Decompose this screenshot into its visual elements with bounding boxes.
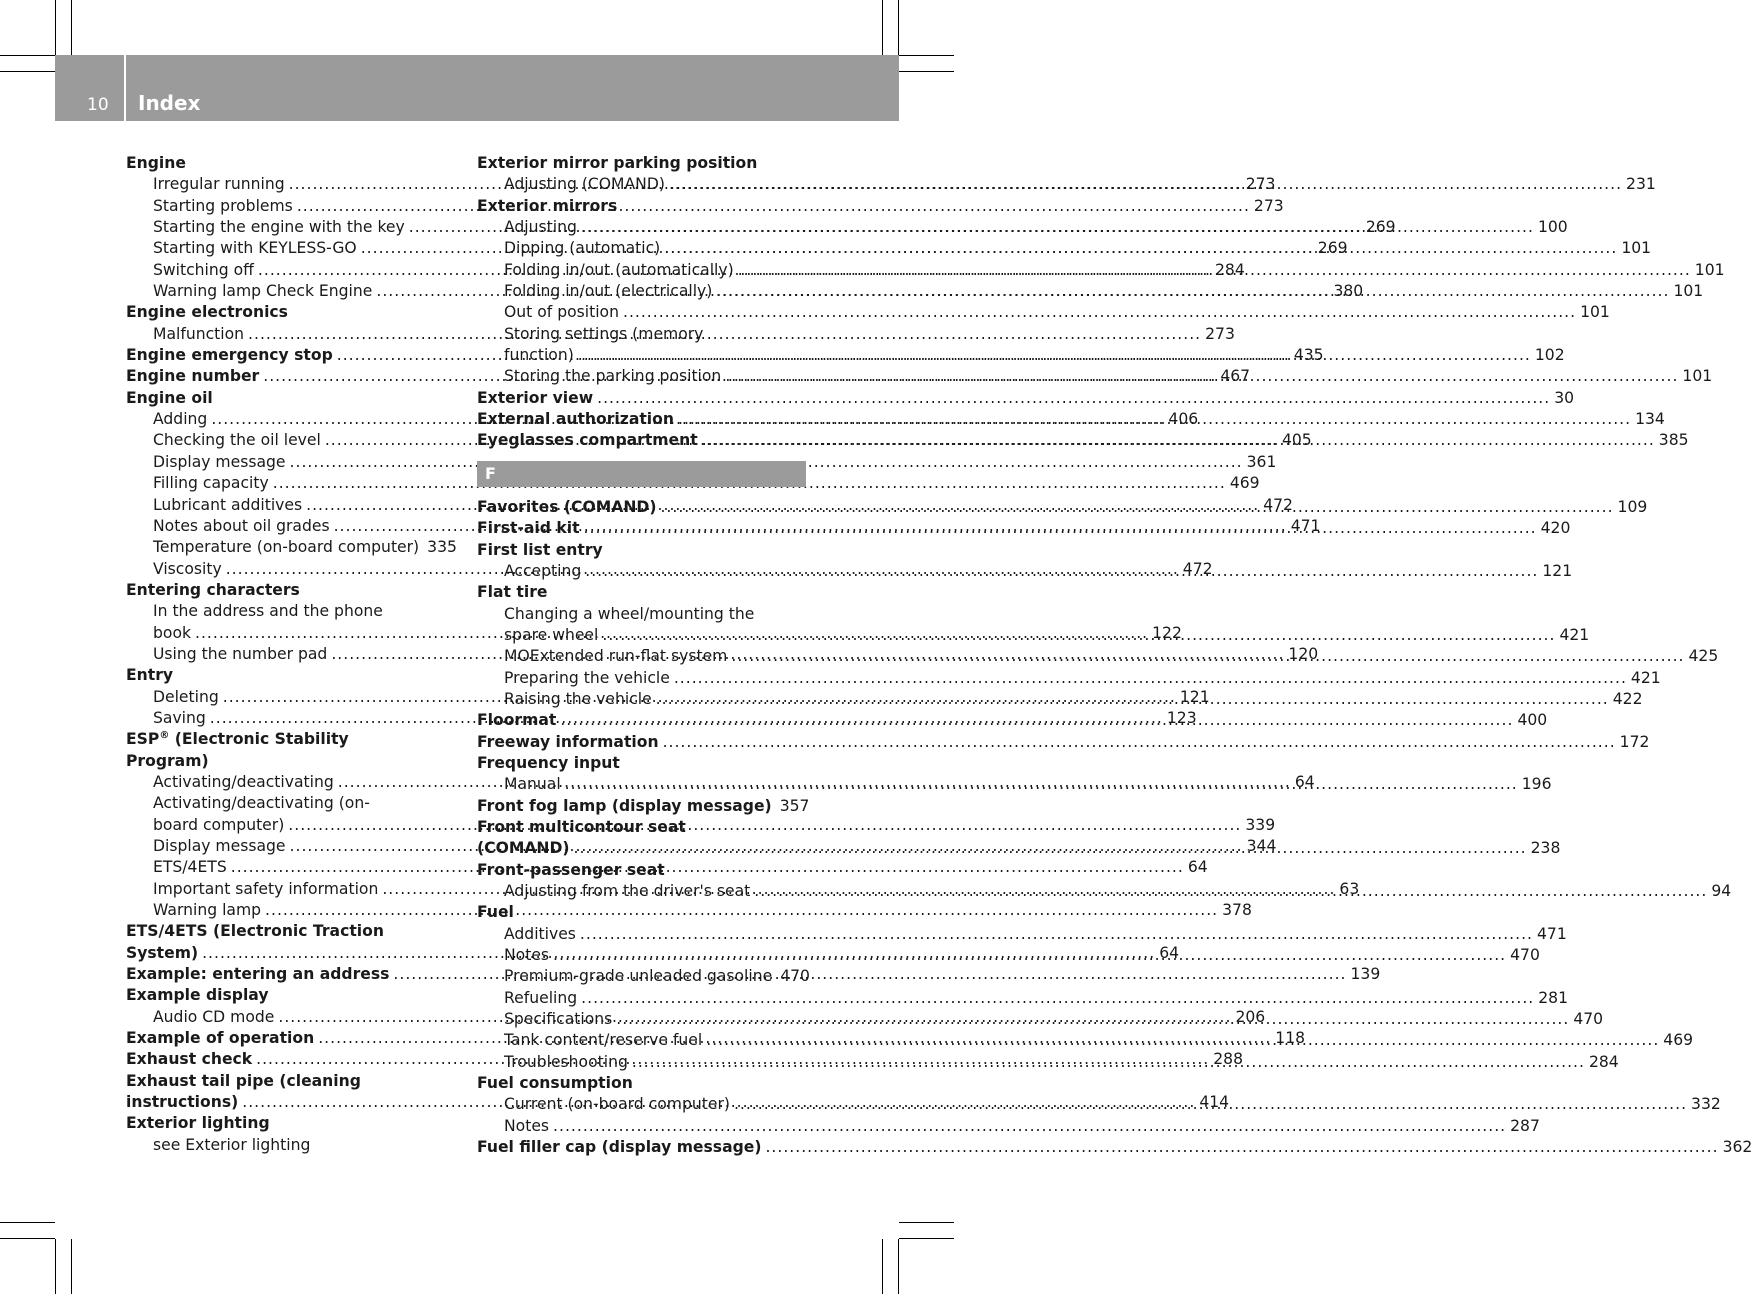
crop-mark [71,1239,72,1294]
index-entry [126,1113,454,1134]
entry-text: Current (on-board computer) [504,1095,730,1114]
dot-leader [632,1052,1585,1073]
index-entry [126,729,454,750]
entry-text: Fuel consumption [477,1074,633,1093]
entry-text: Adjusting (COMAND) [504,175,665,194]
index-entry [126,580,454,601]
dot-leader [581,988,1534,1009]
entry-text: Starting with KEYLESS-GO [153,239,357,258]
entry-text: Example of operation [126,1029,315,1048]
index-entry [126,665,454,686]
dot-leader [581,217,1534,238]
page-reference: 206 [1235,1007,1266,1026]
page-reference: 273 [1245,175,1276,194]
entry-text: Out of position [504,303,619,322]
crop-mark [71,0,72,55]
page-reference: 362 [1722,1138,1752,1157]
entry-text: Deleting [153,687,219,706]
entry-text: First-aid kit [477,519,580,538]
entry-text: Saving [153,708,206,727]
section-letter-heading: F [477,461,806,487]
entry-text: Additives [504,924,576,943]
dot-leader [660,497,1613,518]
crop-mark [0,71,55,72]
index-subentry [477,604,806,625]
entry-text: Exhaust tail pipe (cleaning [126,1071,361,1090]
page-reference: 101 [1580,303,1610,322]
entry-text: System) [126,943,199,962]
entry-text: Storing the parking position [504,367,722,386]
entry-text: Engine number [126,367,260,386]
page-title: Index [138,91,201,115]
index-subentry [477,324,806,345]
index-subentry [477,988,1569,1009]
dot-leader [616,1009,1569,1030]
page-reference: 332 [1691,1095,1721,1114]
page-reference: 64 [1294,772,1315,791]
page-reference: 406 [1168,410,1199,429]
entry-text: Program) [126,751,209,770]
entry-text: Irregular running [153,175,285,194]
dot-leader [580,924,1533,945]
index-entry [477,753,806,774]
page-reference: 139 [1350,965,1381,984]
dot-leader [565,774,1518,795]
dot-leader [674,668,1627,689]
page-reference: 420 [1540,519,1571,538]
page-reference: 470 [780,967,810,986]
entry-text: Viscosity [153,559,222,578]
page-reference: 361 [1246,452,1277,471]
entry-text: Lubricant additives [153,495,303,514]
page-reference: 467 [1220,367,1251,386]
page-reference: 469 [1663,1031,1694,1050]
entry-text: board computer) [153,815,285,834]
entry-text: External authorization [477,410,674,429]
page-reference: 281 [1538,988,1569,1007]
index-subentry [126,601,454,622]
entry-text: Troubleshooting [504,1052,628,1071]
index-subentry [477,1116,1540,1137]
page-reference: 385 [1658,431,1689,450]
entry-text: Flat tire [477,583,548,602]
index-entry [126,388,454,409]
page-reference: 121 [1542,561,1573,580]
entry-text: Exhaust check [126,1050,253,1069]
entry-text: Preparing the vehicle [504,668,670,687]
crop-mark [899,1238,954,1239]
index-entry [477,1073,806,1094]
entry-text: Temperature (on-board computer) [153,538,420,557]
entry-text: Fuel filler cap (display message) [477,1138,762,1157]
index-subentry [126,793,454,814]
page-reference: 120 [1288,644,1319,663]
page-reference: 284 [1588,1052,1619,1071]
page-reference: 101 [1621,239,1652,258]
page-reference: 421 [1559,625,1590,644]
index-entry [477,860,806,881]
page-reference: 422 [1612,689,1643,708]
page-reference: 470 [1510,946,1540,965]
page-reference: 405 [1281,431,1312,450]
index-entry [477,153,806,174]
index-entry [126,921,454,942]
index-subentry [477,924,1567,945]
crop-mark [882,1239,883,1294]
entry-text: Manual [504,775,561,794]
dot-leader [678,409,1631,430]
entry-text: book [153,623,192,642]
page-reference: 400 [1517,711,1548,730]
entry-text: Activating/deactivating [153,772,334,791]
entry-text: instructions) [126,1093,239,1112]
header-divider [124,55,126,121]
entry-text: Storing settings (memory [504,324,704,343]
page-reference: 134 [1635,410,1665,429]
entry-text: Dipping (automatic) [504,239,661,258]
page-reference: 380 [1333,282,1364,301]
page-reference: 121 [1179,687,1210,706]
page-reference: 100 [1537,218,1568,237]
page-reference: 63 [1339,879,1360,898]
page-reference: 109 [1617,497,1648,516]
entry-text: Front fog lamp (display message) [477,796,772,815]
crop-mark [899,55,954,56]
page-reference: 421 [1630,668,1661,687]
entry-text: see Exterior lighting [153,1135,311,1154]
entry-text: Freeway information [477,732,659,751]
crop-mark [0,55,55,56]
entry-text: MOExtended run-flat system [504,647,728,666]
page-reference: 101 [1694,260,1725,279]
entry-text: Using the number pad [153,644,328,663]
entry-text: Warning lamp Check Engine [153,282,373,301]
entry-text: Exterior view [477,388,594,407]
entry-text: Front multicontour seat [477,817,686,836]
dot-leader [731,646,1684,667]
page-reference: 284 [1215,260,1245,279]
entry-text: Engine oil [126,388,213,407]
dot-leader [553,945,1506,966]
dot-leader [765,1137,1718,1158]
entry-text: Premium-grade unleaded gasoline [504,967,773,986]
dot-leader [663,732,1616,753]
index-entry [477,902,806,923]
page-reference: 469 [1229,474,1260,493]
entry-text: In the address and the phone [153,602,383,621]
entry-text: Checking the oil level [153,431,321,450]
dot-leader [578,345,1531,366]
index-entry [126,751,454,772]
entry-text: Warning lamp [153,901,262,920]
index-entry [126,985,454,1006]
entry-text: Audio CD mode [153,1007,275,1026]
entry-text: ETS/4ETS [153,858,227,877]
entry-text: Raising the vehicle [504,689,652,708]
dot-leader [738,260,1691,281]
entry-text: Entering characters [126,580,300,599]
entry-text: Important safety information [153,879,379,898]
crop-mark [55,0,56,55]
page-reference: 339 [1245,815,1276,834]
entry-text: Exterior mirror parking position [477,154,758,172]
crop-mark [899,71,954,72]
page-reference: 288 [1213,1050,1243,1069]
index-entry [477,196,806,217]
page-reference: 470 [1573,1010,1604,1029]
index-entry [126,1071,454,1092]
page-reference: 123 [1166,708,1197,727]
index-entry [477,1137,1752,1158]
dot-leader [664,238,1617,259]
dot-leader [597,388,1550,409]
index-entry [477,732,1650,753]
entry-text: Engine [126,154,186,172]
entry-text: Display message [153,837,286,855]
page-reference: 172 [1619,732,1650,751]
entry-text: Changing a wheel/mounting the [504,604,755,623]
page-reference: 273 [1205,324,1235,343]
entry-text: Display message [153,452,286,471]
index-subentry [126,537,457,558]
entry-text: Folding in/out (electrically) [504,282,713,301]
page-reference: 273 [1253,196,1284,215]
entry-text: (COMAND) [477,839,570,858]
page-reference: 378 [1222,901,1252,920]
index-subentry [477,302,1610,323]
index-subentry [477,668,1661,689]
entry-text: Tank content/reserve fuel [504,1031,703,1050]
entry-text: Exterior mirrors [477,196,618,215]
page-reference: 269 [1365,218,1396,237]
entry-text: Accepting [504,561,582,580]
dot-leader [702,430,1655,451]
dot-leader [716,281,1669,302]
page-reference: 414 [1199,1093,1230,1112]
entry-text: Refueling [504,988,578,1007]
page-reference: 425 [1688,647,1719,666]
crop-mark [0,1238,55,1239]
index-entry [477,796,810,817]
page-reference: 471 [1290,516,1321,535]
entry-text: Activating/deactivating (on- [153,794,370,813]
page-reference: 287 [1510,1116,1540,1135]
entry-text: Switching off [153,260,254,279]
dot-leader [584,518,1537,539]
page-reference: 94 [1711,882,1732,900]
dot-leader [574,838,1527,859]
page-reference: 64 [1187,858,1208,877]
entry-text: Eyeglasses compartment [477,431,698,450]
entry-text: Starting the engine with the key [153,218,405,237]
index-entry [477,582,806,603]
crop-mark [882,0,883,55]
crop-mark [898,1239,899,1294]
entry-text: Notes [504,946,550,965]
entry-text: Example: entering an address [126,965,390,984]
page-reference: 118 [1275,1029,1306,1048]
entry-text: Exterior lighting [126,1114,270,1133]
entry-text: Malfunction [153,324,245,343]
index-entry [126,302,454,323]
dot-leader [623,302,1576,323]
dot-leader [669,174,1622,195]
entry-text: First list entry [477,540,603,559]
entry-text: Adding [153,410,208,429]
page-reference: 238 [1530,839,1561,858]
dot-leader [553,1116,1506,1137]
page-reference: 335 [427,538,457,557]
entry-text: Adjusting [504,218,577,237]
index-subentry [126,473,1260,494]
crop-mark [55,1239,56,1294]
crop-mark [898,0,899,55]
entry-text: Example display [126,986,269,1005]
page-reference: 472 [1263,495,1293,514]
dot-leader [560,710,1513,731]
entry-text: Notes about oil grades [153,516,330,535]
dot-leader [706,1030,1659,1051]
entry-text: Engine emergency stop [126,346,333,365]
page-reference: 231 [1626,175,1656,194]
entry-text: Adjusting from the driver's seat [504,882,751,900]
page-reference: 64 [1159,943,1180,962]
entry-text: Favorites (COMAND) [477,497,657,516]
entry-text: Notes [504,1116,550,1135]
entry-text: Floormat [477,711,557,730]
page-reference: 101 [1682,367,1713,386]
index-subentry [477,966,810,987]
page-reference: 196 [1521,775,1552,794]
page-reference: 30 [1554,388,1575,407]
dot-leader [754,881,1707,902]
entry-text: ESP® (Electronic Stability [126,730,349,749]
page-reference: 122 [1152,623,1182,642]
dot-leader [725,366,1678,387]
page-reference: 269 [1317,239,1348,258]
dot-leader [602,625,1555,646]
entry-text: ETS/4ETS (Electronic Traction [126,922,384,941]
entry-text: Filling capacity [153,474,269,493]
page-number: 10 [87,95,109,115]
index-subentry [126,452,1277,473]
page-reference: 357 [779,796,810,815]
index-entry [477,388,1575,409]
index-entry [126,153,454,174]
entry-text: Specifications [504,1010,613,1029]
page-reference: 472 [1182,559,1213,578]
page-reference: 344 [1246,837,1277,855]
index-subentry [126,1135,454,1156]
entry-text: Fuel [477,903,514,922]
crop-mark [899,1222,954,1223]
dot-leader [656,689,1609,710]
entry-text: Frequency input [477,753,620,772]
entry-text: Starting problems [153,196,293,215]
page-reference: 101 [1673,282,1704,301]
entry-text: Engine electronics [126,303,288,322]
entry-text: Entry [126,666,174,685]
entry-text: Folding in/out (automatically) [504,260,734,279]
index-entry [477,540,806,561]
entry-text: spare wheel [504,625,599,644]
page-reference: 471 [1537,924,1567,943]
entry-text: Front-passenger seat [477,860,665,879]
index-entry [477,817,806,838]
page-reference: 435 [1293,346,1324,365]
page-header [55,55,899,121]
crop-mark [0,1222,55,1223]
entry-text: function) [504,346,574,365]
dot-leader [734,1094,1687,1115]
page-reference: 102 [1534,346,1565,365]
dot-leader [585,561,1538,582]
